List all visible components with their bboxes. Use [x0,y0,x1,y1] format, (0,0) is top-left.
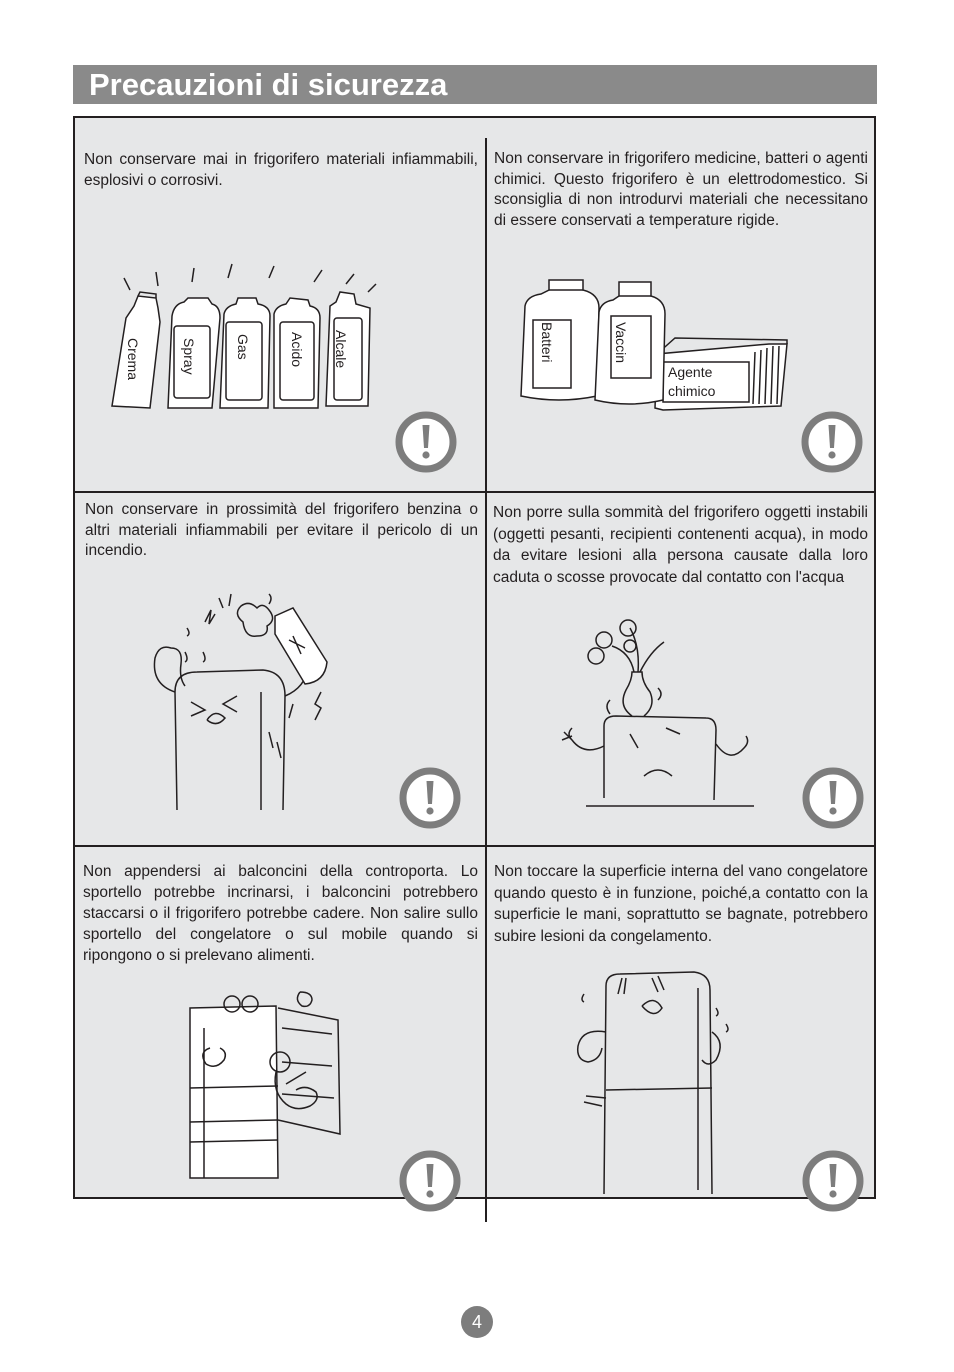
page-title: Precauzioni di sicurezza [89,67,448,102]
bottle-label-acido: Acido [289,332,305,368]
bottle-label-batteri: Batteri [539,322,555,363]
warning-icon [399,1150,461,1212]
box-label-agente: Agente [668,364,713,380]
bottle-label-alcale: Alcale [333,330,349,369]
precaution-text-freezer-surface: Non toccare la superficie interna del vano congelatore quando questo è in funzione, poiché,a contatto con la superficie le mani, soprattutto se bagnate, potrebbero subire lesioni da congelamento. [494,863,868,945]
precaution-text-unstable-objects: Non porre sulla sommità del frigorifero oggetti instabili (oggetti pesanti, recipienti contenenti acqua), in modo da evitare lesioni alla persona causate dalla loro caduta o scosse provocate dal contatto con l'acqua [493,504,868,586]
warning-icon [802,1150,864,1212]
fridge-freezer-cold-illustration [566,964,736,1196]
medicine-bottles-illustration [515,274,791,414]
column-divider [485,138,487,1222]
bottle-label-gas: Gas [235,334,251,360]
row-divider-1 [75,491,876,493]
bottle-label-crema: Crema [125,338,141,381]
precaution-text-medicines: Non conservare in frigorifero medicine, batteri o agenti chimici. Questo frigorifero è un elettrodomestico. Si sconsiglia di non introdurvi materiali che necessitano di essere conservati a temperature rigide. [494,150,868,229]
row-divider-2 [75,845,876,847]
precaution-text-door-shelves: Non appendersi ai balconcini della controporta. Lo sportello potrebbe incrinarsi, i balconcini potrebbero staccarsi o il frigorifero potrebbe cadere. Non salire sullo sportello del congelatore o sul mobile quando si ripongono o si prelevano alimenti. [83,863,478,964]
precaution-text-flammables: Non conservare mai in frigorifero materiali infiammabili, esplosivi o corrosivi. [84,151,478,189]
warning-icon [399,767,461,829]
precaution-text-fire: Non conservare in prossimità del frigorifero benzina o altri materiali infiammabili per evitare il pericolo di un incendio. [85,501,478,559]
fridge-child-climbing-illustration [186,988,346,1184]
warning-icon [801,411,863,473]
bottle-label-vaccin: Vaccin [613,322,629,363]
box-label-chimico: chimico [668,383,716,399]
title-bar [73,65,877,104]
page-number-badge: 4 [461,1306,493,1338]
chemical-bottles-illustration [104,262,384,414]
warning-icon [395,411,457,473]
fridge-fire-illustration [145,592,345,812]
fridge-vase-illustration [560,616,756,812]
warning-icon [802,767,864,829]
bottle-label-spray: Spray [181,338,197,375]
